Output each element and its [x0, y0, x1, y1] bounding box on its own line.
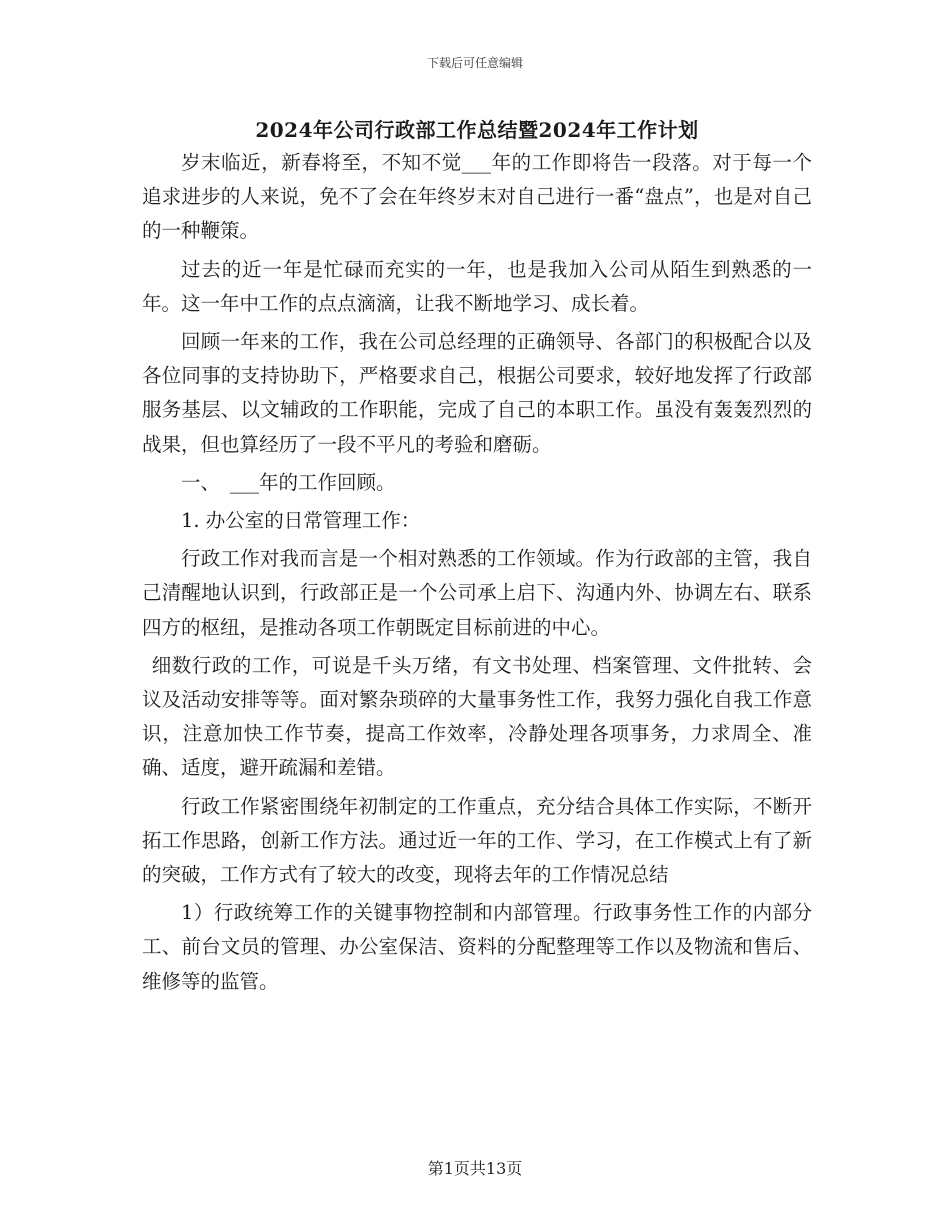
document-title: 2024年公司行政部工作总结暨2024年工作计划: [255, 118, 699, 142]
paragraph-admin-tasks: 细数行政的工作，可说是千头万绪，有文书处理、档案管理、文件批转、会议及活动安排等等。面对繁杂琐碎的大量事务性工作，我努力强化自我工作意识，注意加快工作节奏，提高工作效率，冷静处理各项事务，力求周全、准确、适度，避开疏漏和差错。: [142, 653, 812, 780]
paragraph-admin-role: 行政工作对我而言是一个相对熟悉的工作领域。作为行政部的主管，我自己清醒地认识到，行政部正是一个公司承上启下、沟通内外、协调左右、联系四方的枢纽，是推动各项工作朝既定目标前进的中心。: [142, 547, 812, 639]
page-footer: 第1页共13页: [427, 1159, 523, 1178]
paragraph-work-focus: 行政工作紧密围绕年初制定的工作重点，充分结合具体工作实际，不断开拓工作思路，创新工作方法。通过近一年的工作、学习，在工作模式上有了新的突破，工作方式有了较大的改变，现将去年的工作情况总结: [142, 794, 812, 887]
page-header: 下载后可任意编辑: [426, 56, 523, 70]
paragraph-past-year: 过去的近一年是忙碌而充实的一年，也是我加入公司从陌生到熟悉的一年。这一年中工作的点点滴滴，让我不断地学习、成长着。: [142, 257, 812, 315]
paragraph-review: 回顾一年来的工作，我在公司总经理的正确领导、各部门的积极配合以及各位同事的支持协助下，严格要求自己，根据公司要求，较好地发挥了行政部服务基层、以文辅政的工作职能，完成了自己的本职工作。虽没有轰轰烈烈的战果，但也算经历了一段不平凡的考验和磨砺。: [142, 330, 812, 456]
section-heading-1: 一、 ___年的工作回顾。: [181, 470, 396, 494]
paragraph-intro: 岁末临近，新春将至，不知不觉___年的工作即将告一段落。对于每一个追求进步的人来说，免不了会在年终岁末对自己进行一番“盘点”，也是对自己的一种鞭策。: [142, 151, 812, 243]
document-body: [142, 146, 812, 1003]
subsection-heading-1: 1. 办公室的日常管理工作：: [181, 509, 421, 533]
paragraph-item-1: 1）行政统筹工作的关键事物控制和内部管理。行政事务性工作的内部分工、前台文员的管理、办公室保洁、资料的分配整理等工作以及物流和售后、维修等的监管。: [142, 901, 812, 993]
